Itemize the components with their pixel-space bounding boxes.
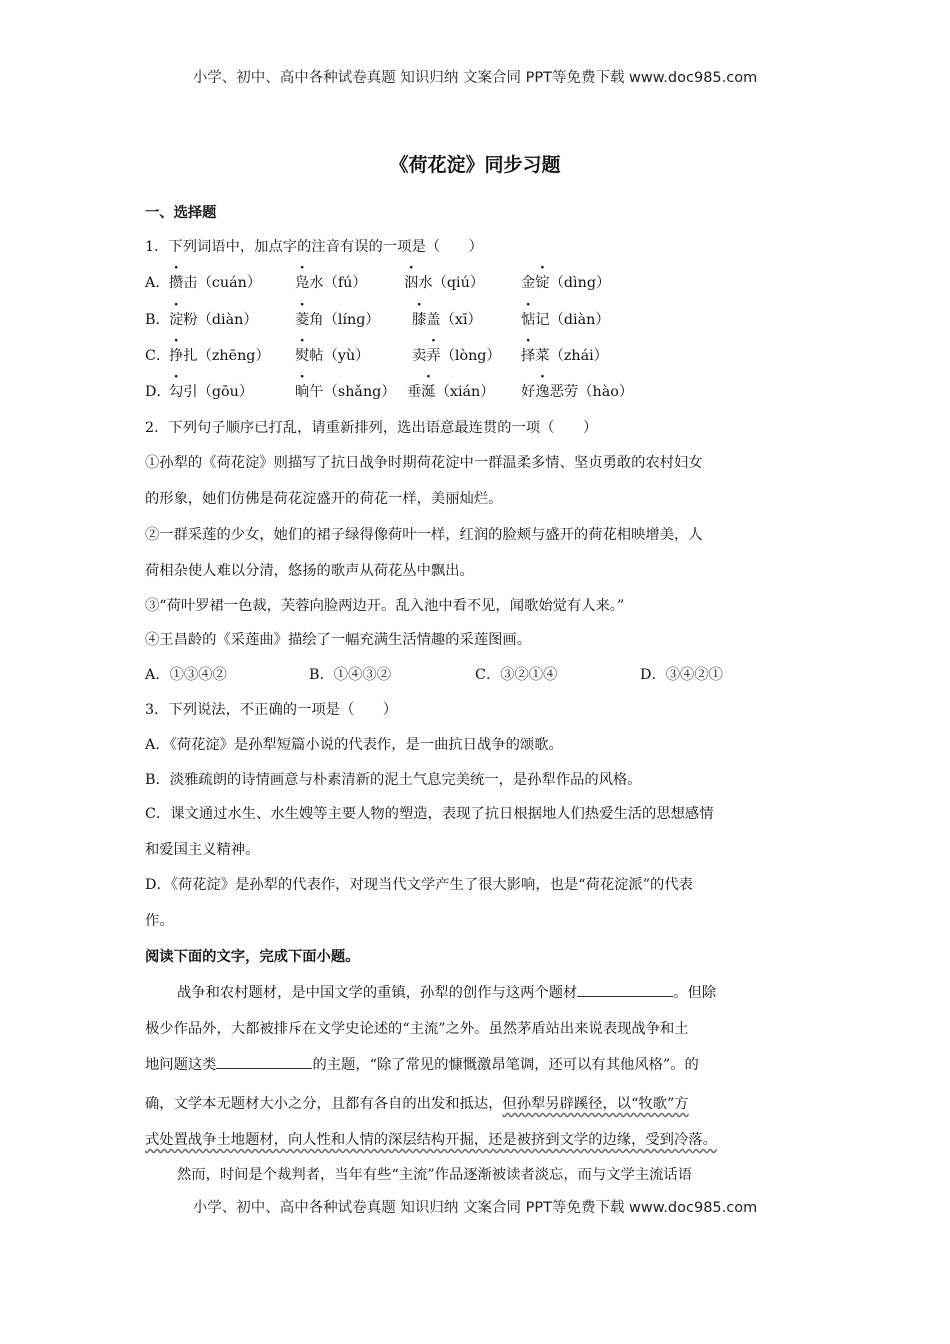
option-word: 卖弄（lòng）: [412, 348, 501, 364]
q3-option-d: D．《荷花淀》是孙犁的代表作，对现当代文学产生了很大影响，也是“荷花淀派”的代表: [145, 877, 693, 893]
q3-option-c: C．课文通过水生、水生嫂等主要人物的塑造，表现了抗日根据地人们热爱生活的思想感情: [145, 806, 714, 822]
section-heading: 一、选择题: [145, 205, 217, 221]
reading-line-2: 极少作品外，大都被排斥在文学史论述的“主流”之外。虽然茅盾站出来说表现战争和土: [145, 1021, 689, 1037]
option-label: A．: [145, 275, 170, 291]
q3-option-c-cont: 和爱国主义精神。: [145, 842, 260, 858]
question-3-stem: 3．下列说法，不正确的一项是（ ）: [145, 702, 398, 718]
reading-line-5: [145, 1129, 717, 1149]
option-word: 择菜（zhái）: [521, 348, 609, 364]
reading-line-4: 确，文学本无题材大小之分，且都有各自的出发和抵达，但孙犁另辟蹊径，以“牧歌”方: [145, 1096, 689, 1112]
reading-line-1: 战争和农村题材，是中国文学的重镇，孙犁的创作与这两个题材 。但除: [177, 985, 717, 1001]
q2-sentence-2: ②一群采莲的少女，她们的裙子绿得像荷叶一样，红润的脸颊与盛开的荷花相映增美，人: [145, 527, 703, 543]
q2-sentence-1-cont: 的形象，她们仿佛是荷花淀盛开的荷花一样，美丽灿烂。: [145, 491, 503, 507]
option-word: 菱角（línɡ）: [295, 312, 380, 328]
fill-blank-2: [216, 1056, 312, 1069]
q3-option-a: A．《荷花淀》是孙犁短篇小说的代表作，是一曲抗日战争的颂歌。: [145, 737, 563, 753]
option-word: 膝盖（xī）: [412, 312, 482, 328]
fill-blank-1: [577, 984, 673, 997]
footer-banner: 小学、初中、高中各种试卷真题 知识归纳 文案合同 PPT等免费下载 www.doc985.com: [192, 1200, 758, 1216]
q2-option-c: C．③②①④: [475, 667, 558, 683]
question-1-stem: 1．下列词语中，加点字的注音有误的一项是（ ）: [145, 239, 483, 255]
reading-line-6: 然而，时间是个裁判者，当年有些“主流”作品逐渐被读者淡忘，而与文学主流话语: [177, 1167, 693, 1183]
option-word: 熨帖（yù）: [295, 348, 370, 364]
option-word: 泅水（qiú）: [404, 275, 485, 291]
option-word: 攒击（cuán）: [169, 275, 262, 291]
q2-sentence-2-cont: 荷相杂使人难以分清，悠扬的歌声从荷花丛中飘出。: [145, 563, 474, 579]
q2-option-a: A．①③④②: [145, 667, 227, 683]
q2-sentence-1: ①孙犁的《荷花淀》则描写了抗日战争时期荷花淀中一群温柔多情、坚贞勇敢的农村妇女: [145, 455, 703, 471]
option-word: 挣扎（zhēng）: [169, 348, 270, 364]
q3-option-b: B．淡雅疏朗的诗情画意与朴素清新的泥土气息完美统一，是孙犁作品的风格。: [145, 772, 642, 788]
q3-option-d-cont: 作。: [145, 913, 174, 929]
option-word: 淀粉（diàn）: [169, 312, 258, 328]
option-word: 好逸恶劳（hào）: [521, 384, 634, 400]
option-label: D．: [145, 384, 171, 400]
question-2-stem: 2．下列句子顺序已打乱，请重新排列，选出语意最连贯的一项（ ）: [145, 420, 598, 436]
underlined-sentence: 但孙犁另辟蹊径，以“牧歌”方: [502, 1096, 689, 1112]
reading-line-3: 地问题这类 的主题，“除了常见的慷慨激昂笔调，还可以有其他风格”。的: [145, 1057, 699, 1073]
q2-sentence-3: ③“荷叶罗裙一色裁，芙蓉向脸两边开。乱入池中看不见，闻歌始觉有人来。”: [145, 598, 625, 614]
q2-option-d: D．③④②①: [640, 667, 723, 683]
option-label: B．: [145, 312, 170, 328]
option-word: 金锭（dìng）: [521, 275, 611, 291]
option-label: C．: [145, 348, 171, 364]
q2-option-b: B．①④③②: [309, 667, 391, 683]
q2-sentence-4: ④王昌龄的《采莲曲》描绘了一幅充满生活情趣的采莲图画。: [145, 632, 532, 648]
option-word: 勾引（gōu）: [169, 384, 254, 400]
option-word: 垂涎（xián）: [407, 384, 495, 400]
option-word: 凫水（fú）: [295, 275, 367, 291]
header-banner: 小学、初中、高中各种试卷真题 知识归纳 文案合同 PPT等免费下载 www.doc985.com: [192, 70, 758, 86]
reading-heading: 阅读下面的文字，完成下面小题。: [145, 949, 360, 965]
option-word: 晌午（shǎng）: [295, 384, 396, 400]
page-title: 《荷花淀》同步习题: [389, 154, 561, 176]
underlined-sentence-cont: 式处置战争土地题材，向人性和人情的深层结构开掘，还是被挤到文学的边缘，受到冷落。: [145, 1132, 717, 1148]
option-word: 惦记（diàn）: [521, 312, 610, 328]
